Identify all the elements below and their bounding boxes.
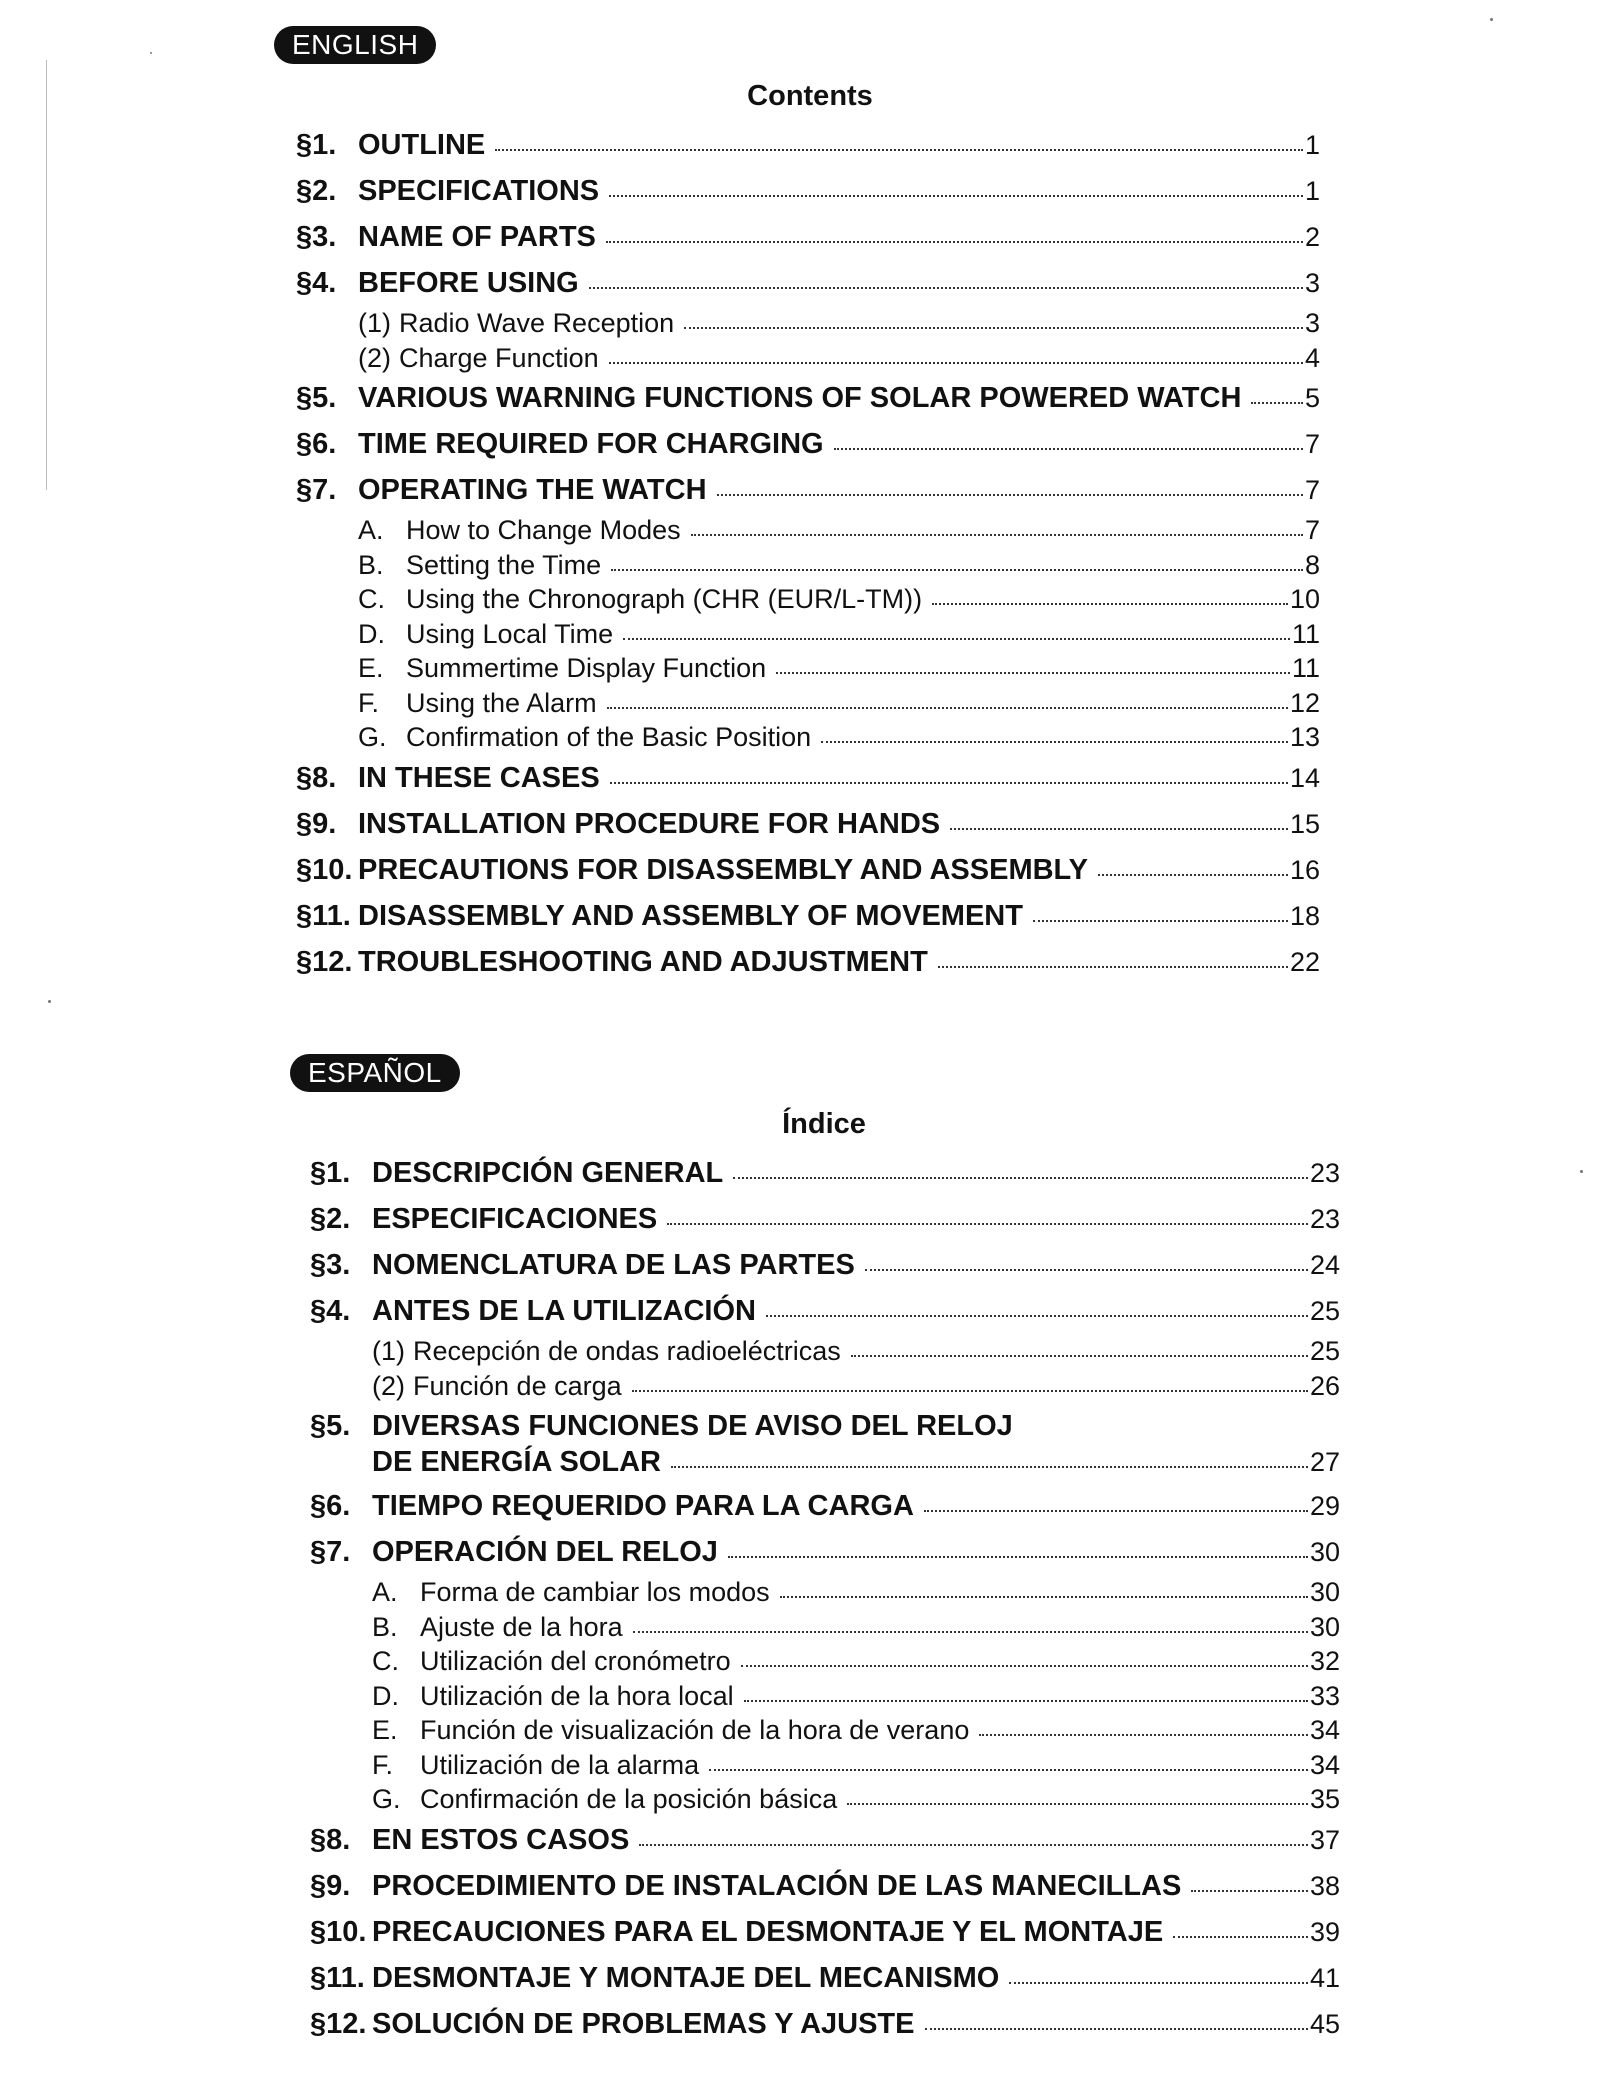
dot-leader (610, 782, 1288, 784)
toc-text: EN ESTOS CASOS (372, 1823, 630, 1856)
toc-number: §10. (310, 1915, 367, 1948)
toc-page: 11 (1291, 653, 1320, 683)
toc-number: E. (372, 1715, 398, 1745)
toc-entry[interactable] (296, 893, 1320, 939)
toc-page: 11 (1291, 618, 1320, 649)
dot-leader (609, 362, 1303, 364)
toc-number: (1) (372, 1336, 405, 1366)
toc-entry[interactable] (310, 1196, 1340, 1242)
toc-text: Función de visualización de la hora de verano (420, 1715, 970, 1745)
toc-number: G. (372, 1784, 401, 1814)
toc-page: 23 (1309, 1204, 1340, 1234)
toc-page: 3 (1304, 308, 1320, 338)
toc-number: §8. (310, 1823, 351, 1856)
toc-number: (1) (358, 308, 391, 338)
toc-entry[interactable] (310, 1863, 1340, 1909)
toc-number: §2. (296, 175, 337, 207)
toc-page: 3 (1304, 268, 1320, 298)
toc-text: SOLUCIÓN DE PROBLEMAS Y AJUSTE (372, 2007, 915, 2040)
toc-entry[interactable] (296, 421, 1320, 467)
toc-text: Función de carga (413, 1370, 622, 1401)
toc-page: 30 (1309, 1537, 1340, 1567)
english-toc (296, 122, 1320, 985)
toc-text: ESPECIFICACIONES (372, 1203, 658, 1235)
toc-page: 24 (1309, 1250, 1340, 1280)
toc-text: Forma de cambiar los modos (420, 1577, 770, 1607)
dot-leader (606, 241, 1303, 243)
toc-number: §6. (296, 428, 337, 460)
toc-subentry[interactable] (296, 651, 1320, 686)
toc-page: 33 (1309, 1680, 1340, 1711)
toc-text: DESMONTAJE Y MONTAJE DEL MECANISMO (372, 1961, 1000, 1994)
dot-leader (950, 828, 1288, 830)
toc-text: OPERATING THE WATCH (358, 474, 707, 506)
dot-leader (609, 195, 1303, 197)
toc-text: Charge Function (399, 342, 599, 373)
toc-text: Ajuste de la hora (420, 1611, 623, 1642)
toc-text: OPERACIÓN DEL RELOJ (372, 1536, 718, 1568)
toc-number: C. (372, 1646, 399, 1676)
espanol-language-badge: ESPAÑOL (290, 1054, 460, 1092)
toc-page: 29 (1309, 1491, 1340, 1521)
toc-text: Using the Alarm (406, 687, 597, 718)
toc-page: 7 (1304, 475, 1320, 505)
toc-page: 1 (1304, 130, 1320, 160)
espanol-index-title: Índice (782, 1108, 866, 1140)
toc-page: 26 (1309, 1370, 1340, 1401)
dot-leader (1173, 1936, 1308, 1938)
toc-entry[interactable] (296, 122, 1320, 168)
toc-page: 15 (1289, 808, 1320, 839)
toc-entry[interactable] (310, 1288, 1340, 1334)
toc-subentry[interactable] (296, 548, 1320, 583)
toc-number: §7. (310, 1536, 351, 1568)
toc-number: §7. (296, 474, 337, 506)
toc-entry[interactable] (310, 1529, 1340, 1575)
toc-text: TIEMPO REQUERIDO PARA LA CARGA (372, 1490, 914, 1522)
toc-number: §4. (296, 267, 337, 299)
toc-number: §1. (310, 1157, 351, 1189)
toc-subentry[interactable] (296, 341, 1320, 376)
toc-page: 30 (1309, 1611, 1340, 1642)
toc-page: 8 (1304, 549, 1320, 580)
toc-page: 41 (1309, 1962, 1340, 1993)
toc-text: Confirmación de la posición básica (420, 1784, 838, 1814)
toc-text: SPECIFICATIONS (358, 175, 600, 207)
toc-entry[interactable] (296, 847, 1320, 893)
toc-entry[interactable] (296, 755, 1320, 801)
toc-text: VARIOUS WARNING FUNCTIONS OF SOLAR POWERED WATCH (358, 382, 1242, 414)
toc-subentry[interactable] (310, 1679, 1340, 1714)
dot-leader (741, 1665, 1308, 1667)
toc-page: 45 (1309, 2008, 1340, 2039)
toc-number: §1. (296, 129, 337, 161)
toc-number: D. (372, 1680, 399, 1711)
toc-text: OUTLINE (358, 129, 486, 161)
toc-page: 10 (1289, 584, 1320, 614)
toc-text: Using Local Time (406, 618, 614, 649)
toc-text: PRECAUCIONES PARA EL DESMONTAJE Y EL MONTAJE (372, 1915, 1164, 1948)
dot-leader (709, 1769, 1308, 1771)
toc-page: 16 (1289, 854, 1320, 885)
dot-leader (632, 1390, 1308, 1392)
toc-subentry[interactable] (296, 720, 1320, 755)
dot-leader (495, 149, 1303, 151)
toc-subentry[interactable] (310, 1782, 1340, 1817)
toc-text: DIVERSAS FUNCIONES DE AVISO DEL RELOJ (372, 1410, 1013, 1442)
toc-number: §4. (310, 1295, 351, 1327)
toc-text: TIME REQUIRED FOR CHARGING (358, 428, 824, 460)
toc-text: DESCRIPCIÓN GENERAL (372, 1157, 724, 1189)
toc-number: A. (372, 1577, 398, 1607)
english-language-badge: ENGLISH (274, 26, 436, 64)
toc-number: F. (372, 1749, 394, 1780)
toc-number: §10. (296, 853, 353, 886)
toc-text: ANTES DE LA UTILIZACIÓN (372, 1295, 756, 1327)
scan-speck (1490, 18, 1493, 21)
toc-entry[interactable] (310, 1150, 1340, 1196)
toc-number: A. (358, 515, 384, 545)
dot-leader (1033, 920, 1288, 922)
toc-number: C. (358, 584, 385, 614)
toc-text: How to Change Modes (406, 515, 681, 545)
toc-page: 5 (1304, 383, 1320, 413)
toc-entry[interactable] (296, 375, 1320, 421)
toc-text: DE ENERGÍA SOLAR (372, 1446, 661, 1478)
toc-number: §2. (310, 1203, 351, 1235)
dot-leader (728, 1556, 1308, 1558)
toc-page: 7 (1304, 515, 1320, 545)
toc-number: §3. (310, 1249, 351, 1281)
toc-number: B. (372, 1611, 398, 1642)
scan-speck (48, 1000, 51, 1003)
toc-entry[interactable] (310, 1909, 1340, 1955)
toc-subentry[interactable] (310, 1334, 1340, 1369)
toc-number: D. (358, 618, 385, 649)
toc-number: (2) (372, 1370, 405, 1401)
toc-page: 22 (1289, 946, 1320, 977)
toc-text: Radio Wave Reception (399, 308, 675, 338)
dot-leader (925, 2028, 1308, 2030)
toc-entry[interactable] (296, 168, 1320, 214)
dot-leader (633, 1631, 1308, 1633)
toc-text: Utilización del cronómetro (420, 1646, 731, 1676)
toc-entry[interactable] (296, 801, 1320, 847)
toc-number: §11. (310, 1961, 365, 1994)
dot-leader (611, 569, 1303, 571)
dot-leader (847, 1803, 1308, 1805)
dot-leader (932, 603, 1288, 605)
toc-text: TROUBLESHOOTING AND ADJUSTMENT (358, 945, 928, 978)
dot-leader (821, 741, 1288, 743)
toc-text: NOMENCLATURA DE LAS PARTES (372, 1249, 855, 1281)
dot-leader (865, 1269, 1308, 1271)
toc-subentry[interactable] (310, 1369, 1340, 1404)
toc-text: PRECAUTIONS FOR DISASSEMBLY AND ASSEMBLY (358, 853, 1088, 886)
toc-page: 27 (1309, 1447, 1340, 1477)
toc-number: §8. (296, 761, 337, 794)
toc-subentry[interactable] (296, 306, 1320, 341)
toc-page: 35 (1309, 1784, 1340, 1814)
toc-subentry[interactable] (296, 617, 1320, 652)
toc-subentry[interactable] (296, 686, 1320, 721)
toc-page: 1 (1304, 176, 1320, 206)
dot-leader (766, 1315, 1308, 1317)
dot-leader (924, 1510, 1308, 1512)
toc-entry[interactable] (296, 939, 1320, 985)
toc-number: §12. (296, 945, 353, 978)
toc-page: 25 (1309, 1336, 1340, 1366)
toc-subentry[interactable] (296, 582, 1320, 617)
toc-text: DISASSEMBLY AND ASSEMBLY OF MOVEMENT (358, 899, 1023, 932)
scan-speck (150, 52, 152, 54)
toc-number: §9. (296, 807, 337, 840)
toc-number: §11. (296, 899, 351, 932)
dot-leader (851, 1355, 1308, 1357)
toc-page: 39 (1309, 1916, 1340, 1947)
toc-text: INSTALLATION PROCEDURE FOR HANDS (358, 807, 941, 840)
toc-entry[interactable] (310, 1955, 1340, 2001)
toc-page: 32 (1309, 1646, 1340, 1676)
toc-number: G. (358, 722, 387, 752)
toc-page: 7 (1304, 429, 1320, 459)
dot-leader (1251, 402, 1303, 404)
toc-text: BEFORE USING (358, 267, 579, 299)
dot-leader (834, 448, 1303, 450)
espanol-toc (310, 1150, 1340, 2047)
toc-number: E. (358, 653, 384, 683)
toc-entry[interactable] (296, 214, 1320, 260)
toc-page: 13 (1289, 722, 1320, 752)
dot-leader (776, 672, 1290, 674)
dot-leader (733, 1177, 1308, 1179)
toc-entry[interactable] (310, 1483, 1340, 1529)
toc-subentry[interactable] (296, 513, 1320, 548)
dot-leader (671, 1466, 1308, 1468)
toc-subentry[interactable] (310, 1575, 1340, 1610)
toc-entry[interactable] (310, 1242, 1340, 1288)
toc-page: 23 (1309, 1158, 1340, 1188)
toc-subentry[interactable] (310, 1713, 1340, 1748)
toc-page: 34 (1309, 1715, 1340, 1745)
toc-page: 34 (1309, 1749, 1340, 1780)
toc-text: Recepción de ondas radioeléctricas (413, 1336, 841, 1366)
dot-leader (691, 534, 1303, 536)
toc-number: §12. (310, 2007, 367, 2040)
toc-page: 4 (1304, 342, 1320, 373)
toc-text: Using the Chronograph (CHR (EUR/L-TM)) (406, 584, 923, 614)
toc-page: 2 (1304, 222, 1320, 252)
toc-number: §3. (296, 221, 337, 253)
toc-page: 30 (1309, 1577, 1340, 1607)
toc-text: Summertime Display Function (406, 653, 767, 683)
toc-subentry[interactable] (310, 1748, 1340, 1783)
dot-leader (1098, 874, 1288, 876)
toc-text: Utilización de la alarma (420, 1749, 700, 1780)
english-contents-title: Contents (747, 80, 873, 112)
toc-number: F. (358, 687, 380, 718)
toc-number: §5. (296, 382, 337, 414)
dot-leader (1009, 1982, 1308, 1984)
toc-page: 18 (1289, 900, 1320, 931)
dot-leader (623, 638, 1290, 640)
toc-number: §6. (310, 1490, 351, 1522)
toc-subentry[interactable] (310, 1610, 1340, 1645)
toc-entry[interactable] (296, 467, 1320, 513)
dot-leader (589, 287, 1303, 289)
toc-page: 37 (1309, 1824, 1340, 1855)
toc-number: B. (358, 549, 384, 580)
toc-text: Utilización de la hora local (420, 1680, 734, 1711)
toc-page: 38 (1309, 1870, 1340, 1901)
dot-leader (717, 494, 1303, 496)
scan-speck (1580, 1170, 1583, 1173)
dot-leader (607, 707, 1288, 709)
toc-number: (2) (358, 342, 391, 373)
toc-text: Confirmation of the Basic Position (406, 722, 812, 752)
dot-leader (639, 1844, 1308, 1846)
toc-entry[interactable] (310, 1817, 1340, 1863)
toc-page: 14 (1289, 762, 1320, 793)
toc-page: 12 (1289, 687, 1320, 718)
dot-leader (744, 1700, 1308, 1702)
dot-leader (667, 1223, 1308, 1225)
toc-page: 25 (1309, 1296, 1340, 1326)
toc-number: §5. (310, 1410, 351, 1442)
toc-entry[interactable] (310, 2001, 1340, 2047)
toc-text: PROCEDIMIENTO DE INSTALACIÓN DE LAS MANECILLAS (372, 1869, 1182, 1902)
dot-leader (979, 1734, 1308, 1736)
toc-number: §9. (310, 1869, 351, 1902)
toc-text: NAME OF PARTS (358, 221, 596, 253)
dot-leader (938, 966, 1288, 968)
dot-leader (684, 327, 1303, 329)
toc-text: Setting the Time (406, 549, 602, 580)
scan-edge-line (46, 60, 47, 490)
toc-entry[interactable] (296, 260, 1320, 306)
dot-leader (1191, 1890, 1308, 1892)
toc-subentry[interactable] (310, 1644, 1340, 1679)
dot-leader (780, 1596, 1308, 1598)
toc-text: IN THESE CASES (358, 761, 600, 794)
